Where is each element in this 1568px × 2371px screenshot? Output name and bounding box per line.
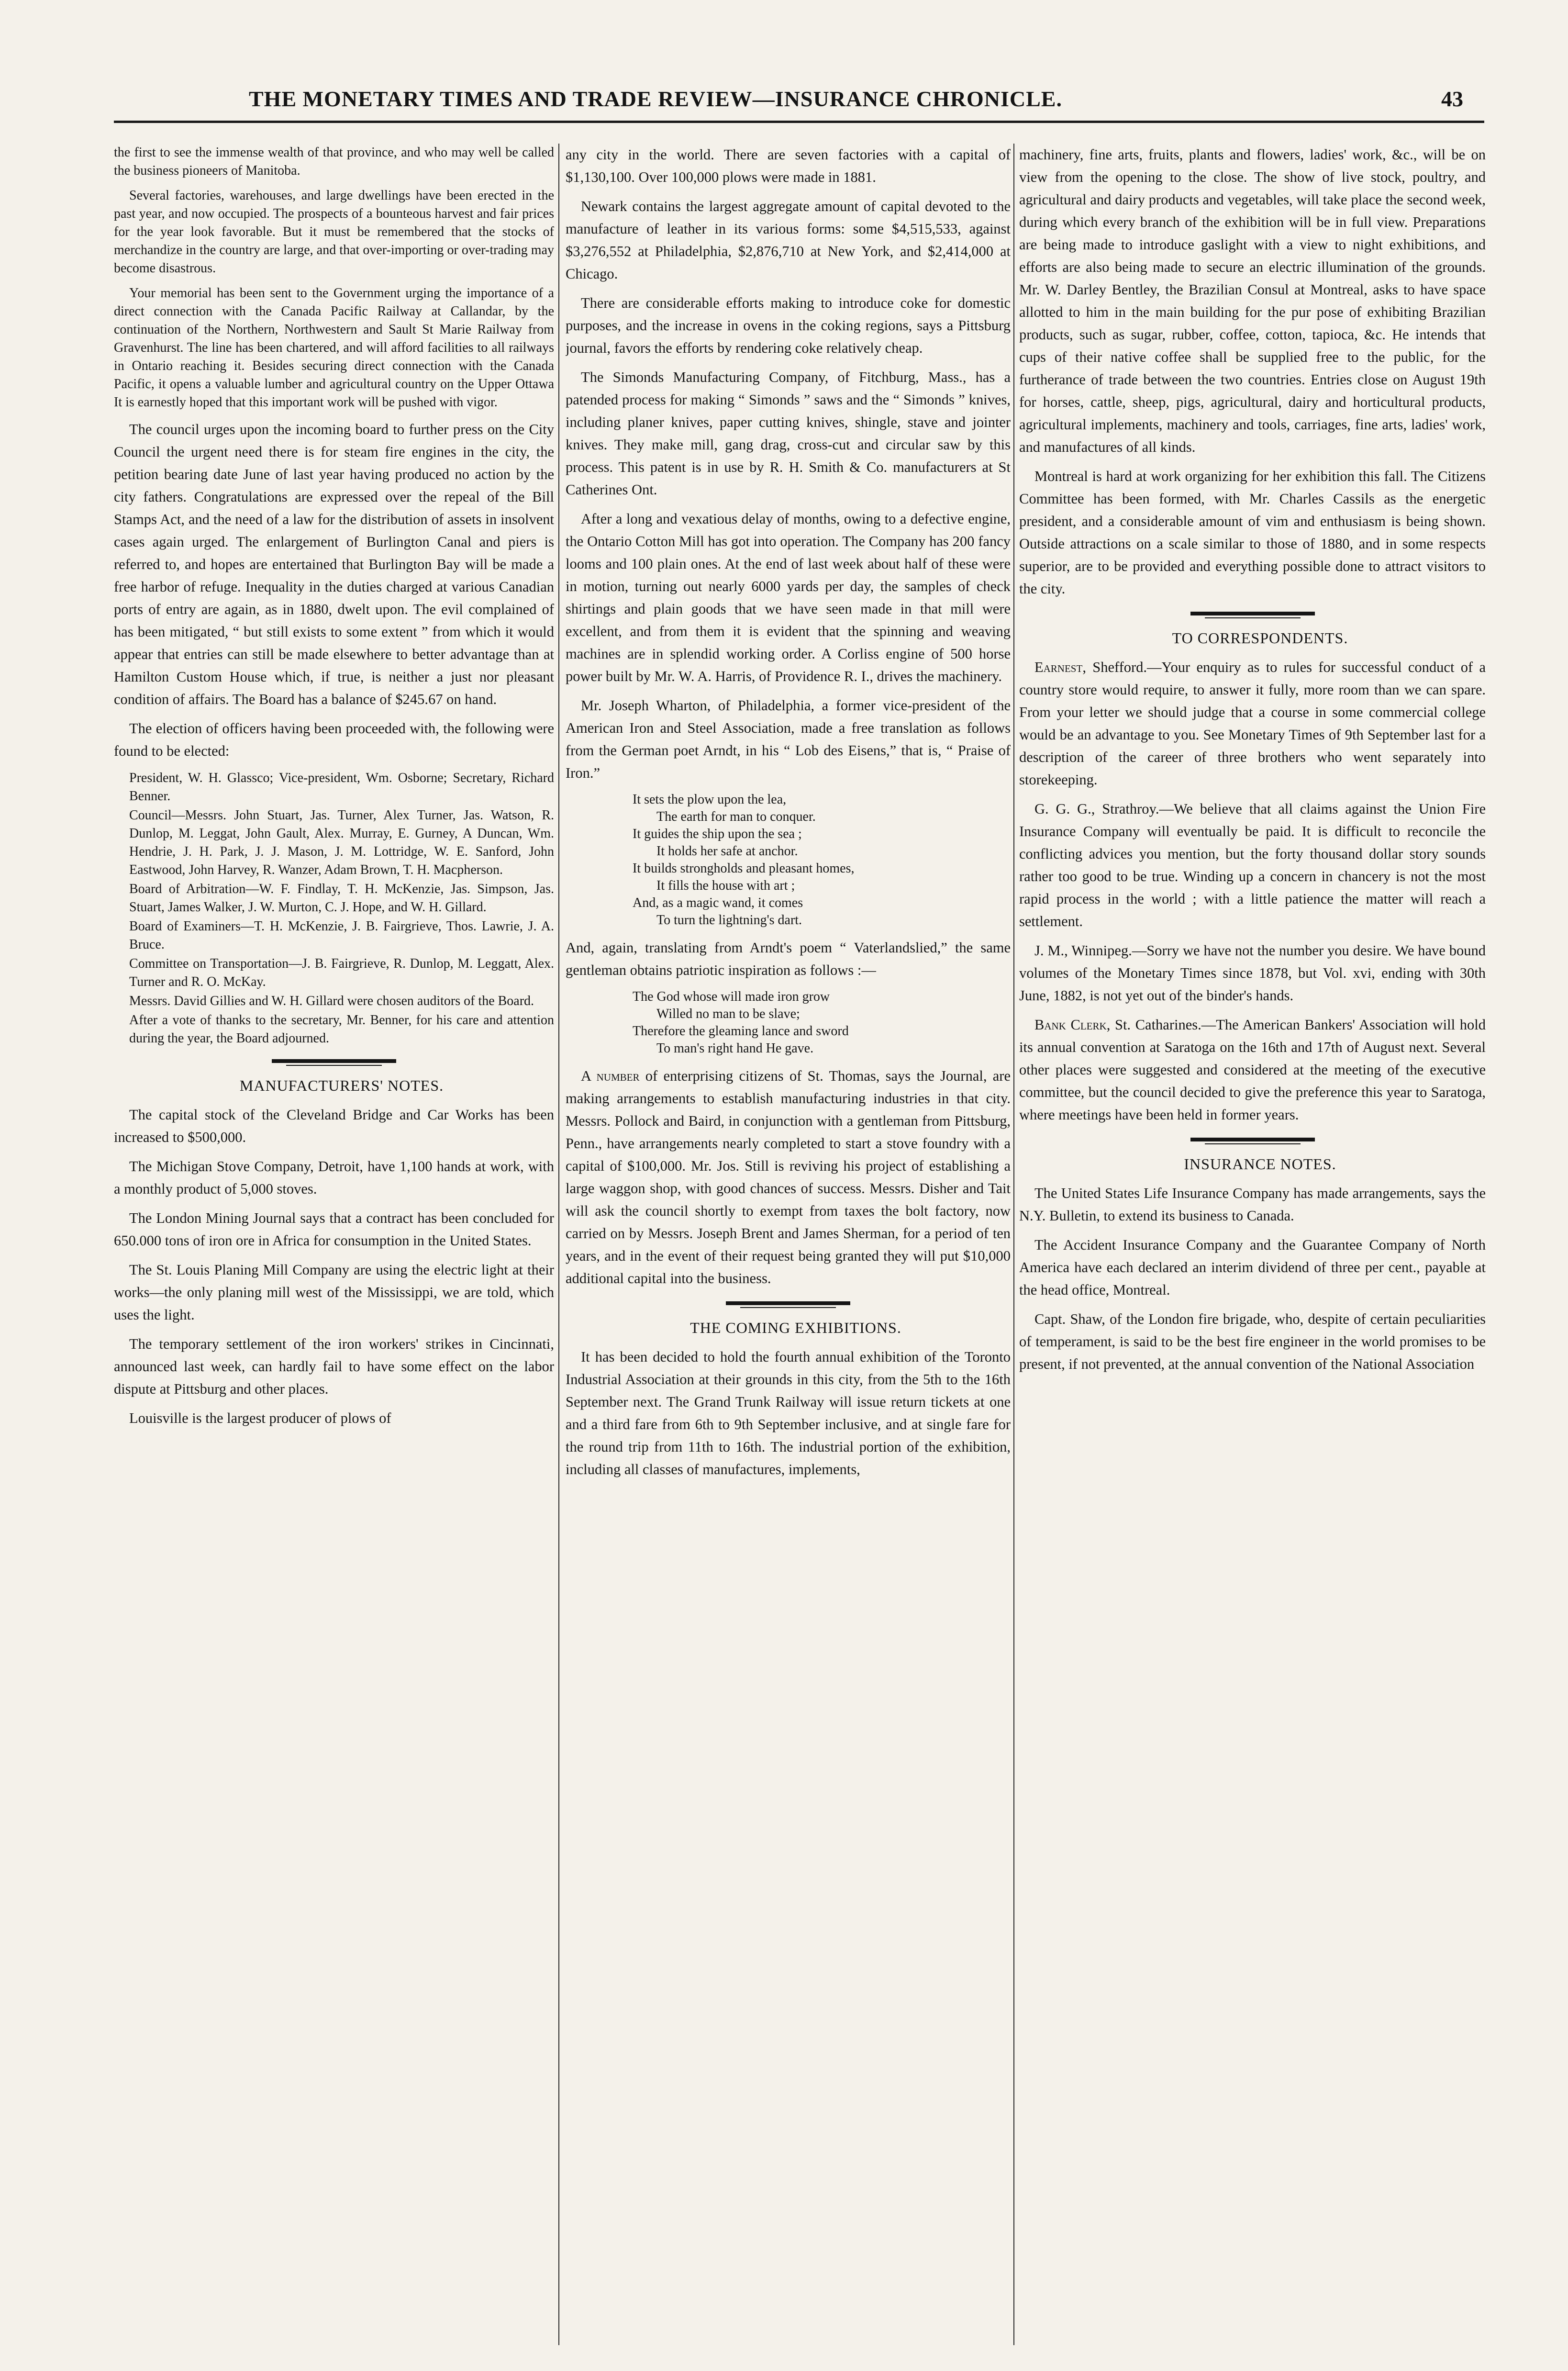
reply-text: G. G. G., Strathroy.—We believe that all claims against the Union Fire Insurance Company will eventually be paid. It is difficult to reconcile the conflicting advices you mention, but the forty thousand dollar story sounds rather too good to be true. Winding up a concern in chancery is not the most rapid process in the world ; with a little patience the matter will reach a settlement. [1019,801,1486,929]
reply-text: , Shefford.—Your enquiry as to rules for successful conduct of a country store would require, to answer it fully, more room than we can spare. From your letter we should judge that a course in some commercial college would be an advantage to you. See Monetary Times of 9th September last for a description of the career of three brothers who went separately into storekeeping. [1019,659,1486,788]
poem-line: To man's right hand He gave. [656,1041,814,1056]
officers-item: Council—Messrs. John Stuart, Jas. Turner, Alex Turner, Jas. Watson, R. Dunlop, M. Leggat, John Gault, Alex. Murray, E. Gurney, A Duncan, Wm. Hendrie, J. H. Park, J. J. Mason, J. M. Lottridge, W. E. Sanford, John Eastwood, John Harvey, R. Wanzer, Adam Brown, T. H. Macpherson. [129,808,554,877]
article-paragraph: any city in the world. There are seven factories with a capital of $1,130,100. Over 100,000 plows were made in 1881. [566,146,1011,185]
manufacturers-note: The St. Louis Planing Mill Company are using the electric light at their works—the only planing mill west of the Mississippi, we are told, which uses the light. [114,1262,554,1323]
article-paragraph: And, again, translating from Arndt's poem “ Vaterlandslied,” the same gentleman obtains patriotic inspiration as follows :— [566,939,1011,978]
section-divider [1190,612,1315,618]
reply-lead: Bank Clerk [1034,1017,1107,1033]
insurance-note: The Accident Insurance Company and the Guarantee Company of North America have each declared an interim dividend of three per cent., payable at the head office, Montreal. [1019,1237,1486,1298]
manufacturers-note: The London Mining Journal says that a contract has been concluded for 650.000 tons of iron ore in Africa for consumption in the United States. [114,1210,554,1249]
correspondent-reply [1019,798,1486,933]
column-rule-1 [558,144,559,2345]
manufacturers-note: The Michigan Stove Company, Detroit, have 1,100 hands at work, with a monthly product of 5,000 stoves. [114,1158,554,1197]
article-paragraph: There are considerable efforts making to introduce coke for domestic purposes, and the increase in ovens in the coking regions, says a Pittsburg journal, favors the efforts by rendering coke relatively cheap. [566,295,1011,356]
manufacturers-note: The capital stock of the Cleveland Bridge and Car Works has been increased to $500,000. [114,1107,554,1145]
section-title-insurance: INSURANCE NOTES. [1184,1155,1336,1173]
section-divider [726,1301,850,1308]
section-title-correspondents: TO CORRESPONDENTS. [1172,629,1348,647]
poem-line: The earth for man to conquer. [656,809,816,824]
page-number: 43 [1441,87,1463,111]
insurance-note: The United States Life Insurance Company has made arrangements, says the N.Y. Bulletin, to extend its business to Canada. [1019,1185,1486,1224]
poem-line: Therefore the gleaming lance and sword [633,1024,849,1039]
article-paragraph: Several factories, warehouses, and large dwellings have been erected in the past year, and now occupied. The prospects of a bounteous harvest and fair prices for the year look favorable. But it must be remembered that the stocks of merchandize in the country are large, and that over-importing or over-trading may become disastrous. [114,188,554,276]
correspondent-reply [1019,939,1486,1007]
article-paragraph: The Simonds Manufacturing Company, of Fitchburg, Mass., has a patended process for making “ Simonds ” saws and the “ Simonds ” knives, including planer knives, paper cutting knives, shingle, stave and jointer knives. They make mill, gang drag, cross-cut and circular saw by this process. This patent is in use by R. H. Smith & Co. manufacturers at St Catherines Ont. [566,369,1011,498]
paragraph-body: of enterprising citizens of St. Thomas, says the Journal, are making arrangements to establish manufacturing industries in that city. Messrs. Pollock and Baird, in conjunction with a gentleman from Pittsburg, Penn., have arrangements nearly completed to start a stove foundry with a capital of $100,000. Mr. Jos. Still is reviving his project of establishing a large waggon shop, with good chances of success. Messrs. Disher and Tait will ask the council shortly to exempt from taxes the bolt factory, now carried on by Messrs. Joseph Brent and James Sherman, for a period of ten years, and in the event of their request being granted they will put $10,000 additional capital into the business. [566,1068,1011,1286]
reply-text: , St. Catharines.—The American Bankers' Association will hold its annual convention at Saratoga on the 16th and 17th of August next. Several other places were suggested and considered at the meeting of the executive committee, but the council decided to give the preference this year to Saratoga, where meetings have been held in former years. [1019,1017,1486,1123]
lead-in: A number [581,1068,640,1084]
poem-line: It builds strongholds and pleasant homes, [633,861,855,876]
article-paragraph: After a long and vexatious delay of months, owing to a defective engine, the Ontario Cotton Mill has got into operation. The Company has 200 fancy looms and 100 plain ones. At the end of last week about half of these were in motion, turning out nearly 6000 yards per day, the samples of check shirtings and plain goods that we have seen made in that mill were excellent, and from them it is evident that the spinning and weaving machines are in splendid working order. A Corliss engine of 500 horse power built by Mr. W. A. Harris, of Providence R. I., drives the machinery. [566,511,1011,684]
article-paragraph: Montreal is hard at work organizing for her exhibition this fall. The Citizens Committee has been formed, with Mr. Charles Cassils as the energetic president, and a considerable amount of vim and enthusiasm is being shown. Outside attractions on a scale similar to those of 1880, and in some respects superior, are to be provided and everything possible done to attract visitors to the city. [1019,468,1486,597]
poem-line: It sets the plow upon the lea, [633,792,787,807]
officers-item: Board of Examiners—T. H. McKenzie, J. B. Fairgrieve, Thos. Lawrie, J. A. Bruce. [129,919,554,952]
article-paragraph: The council urges upon the incoming board to further press on the City Council the urgent need there is for steam fire engines in the city, the petition bearing date June of last year having produced no action by the city fathers. Congratulations are expressed over the repeal of the Bill Stamps Act, and the need of a law for the distribution of assets in insolvent cases again urged. The enlargement of Burlington Canal and piers is referred to, and hopes are entertained that Burlington Bay will be made a free harbor of refuge. Inequality in the duties charged at various Canadian ports of entry are again, as in 1880, dwelt upon. The evil complained of has been mitigated, “ but still exists to some extent ” from which it would appear that entries can still be made elsewhere to better advantage than at Hamilton Custom House which, if true, is neither a just nor pleasant condition of affairs. The Board has a balance of $245.67 on hand. [114,421,554,707]
correspondent-reply [1019,1014,1486,1126]
poem-line: It guides the ship upon the sea ; [633,827,802,841]
insurance-note: Capt. Shaw, of the London fire brigade, who, despite of certain peculiarities of temperament, is said to be the best fire engineer in the world promises to be present, if not prevented, at the annual convention of the National Association [1019,1311,1486,1372]
poem-line: To turn the lightning's dart. [656,913,802,928]
column-2 [566,144,1011,2350]
poem-line: Willed no man to be slave; [656,1007,800,1021]
article-paragraph: The election of officers having been proceeded with, the following were found to be elected: [114,720,554,759]
column-3 [1019,144,1486,2350]
manufacturers-note: Louisville is the largest producer of plows of [129,1410,391,1426]
reply-text: J. M., Winnipeg.—Sorry we have not the number you desire. We have bound volumes of the Monetary Times since 1878, but Vol. xvi, ending with 30th June, 1882, is not yet out of the binder's hands. [1019,942,1486,1004]
section-title-exhibitions: THE COMING EXHIBITIONS. [690,1319,901,1336]
officers-item: Committee on Transportation—J. B. Fairgrieve, R. Dunlop, M. Leggatt, Alex. Turner and R. O. McKay. [129,956,554,989]
column-1 [114,144,554,2350]
officers-item: Board of Arbitration—W. F. Findlay, T. H. McKenzie, Jas. Simpson, Jas. Stuart, James Walker, J. W. Murton, C. J. Hope, and W. H. Gillard. [129,882,554,915]
column-rule-2 [1013,144,1014,2345]
officers-item: After a vote of thanks to the secretary, Mr. Benner, for his care and attention during the year, the Board adjourned. [129,1013,554,1046]
header-rule [114,121,1484,123]
poem-line: It fills the house with art ; [656,878,795,893]
section-title-manufacturers: MANUFACTURERS' NOTES. [239,1077,444,1094]
article-paragraph: Newark contains the largest aggregate amount of capital devoted to the manufacture of leather in its various forms: some $4,515,533, against $3,276,552 at Philadelphia, $2,876,710 at New York, and $2,414,000 at Chicago. [566,198,1011,282]
manufacturers-note: The temporary settlement of the iron workers' strikes in Cincinnati, announced last week, can hardly fail to have some effect on the labor dispute at Pittsburg and other places. [114,1336,554,1397]
poem-line: And, as a magic wand, it comes [633,895,803,910]
officers-item: Messrs. David Gillies and W. H. Gillard were chosen auditors of the Board. [129,994,534,1008]
article-paragraph: It has been decided to hold the fourth annual exhibition of the Toronto Industrial Association at their grounds in this city, from the 5th to the 16th September next. The Grand Trunk Railway will issue return tickets at one and a third fare from 6th to 9th September inclusive, and at single fare for the round trip from 11th to 16th. The industrial portion of the exhibition, including all classes of manufactures, implements, [566,1349,1011,1477]
article-paragraph: the first to see the immense wealth of that province, and who may well be called the business pioneers of Manitoba. [114,145,554,178]
correspondent-reply [1019,656,1486,791]
masthead-title: THE MONETARY TIMES AND TRADE REVIEW—INSURANCE CHRONICLE. [249,87,1062,111]
section-divider [272,1059,396,1066]
section-divider [1190,1138,1315,1144]
poem-vaterlandslied [566,988,1011,1057]
article-paragraph: Your memorial has been sent to the Government urging the importance of a direct connection with the Canada Pacific Railway at Callandar, by the continuation of the Northern, Northwestern and Sault St Marie Railway from Gravenhurst. The line has been chartered, and will afford facilities to all railways in Ontario reaching it. Besides securing direct connection with the Canada Pacific, it opens a valuable lumber and agricultural country on the Upper Ottawa It is earnestly hoped that this important work will be pushed with vigor. [114,286,554,410]
poem-praise-of-iron [566,791,1011,929]
article-paragraph: Mr. Joseph Wharton, of Philadelphia, a former vice-president of the American Iron and Steel Association, made a free translation as follows from the German poet Arndt, in his “ Lob des Eisens,” that is, “ Praise of Iron.” [566,697,1011,781]
reply-lead: Earnest [1034,659,1083,675]
article-paragraph: machinery, fine arts, fruits, plants and flowers, ladies' work, &c., will be on view from the opening to the close. The show of live stock, poultry, and agricultural and dairy products and vegetables, will take place the second week, during which every branch of the exhibition will be in full view. Preparations are being made to introduce gaslight with a view to night exhibitions, and efforts are also being made to secure an electric illumination of the grounds. Mr. W. Darley Bentley, the Brazilian Consul at Montreal, asks to have space allotted to him in the main building for the pur pose of exhibiting Brazilian products, such as sugar, rubber, coffee, cotton, tapioca, &c. He intends that cups of their native coffee shall be supplied free to the public, for the furtherance of trade between the two countries. Entries close on August 19th for horses, cattle, sheep, pigs, agricultural, dairy and horticultural products, agricultural implements, machinery and tools, carriages, fine arts, ladies' work, and manufactures of all kinds. [1019,146,1486,455]
poem-line: The God whose will made iron grow [633,989,830,1004]
article-paragraph-st-thomas [566,1065,1011,1290]
poem-line: It holds her safe at anchor. [656,844,798,859]
officers-item: President, W. H. Glassco; Vice-president, Wm. Osborne; Secretary, Richard Benner. [129,771,554,804]
